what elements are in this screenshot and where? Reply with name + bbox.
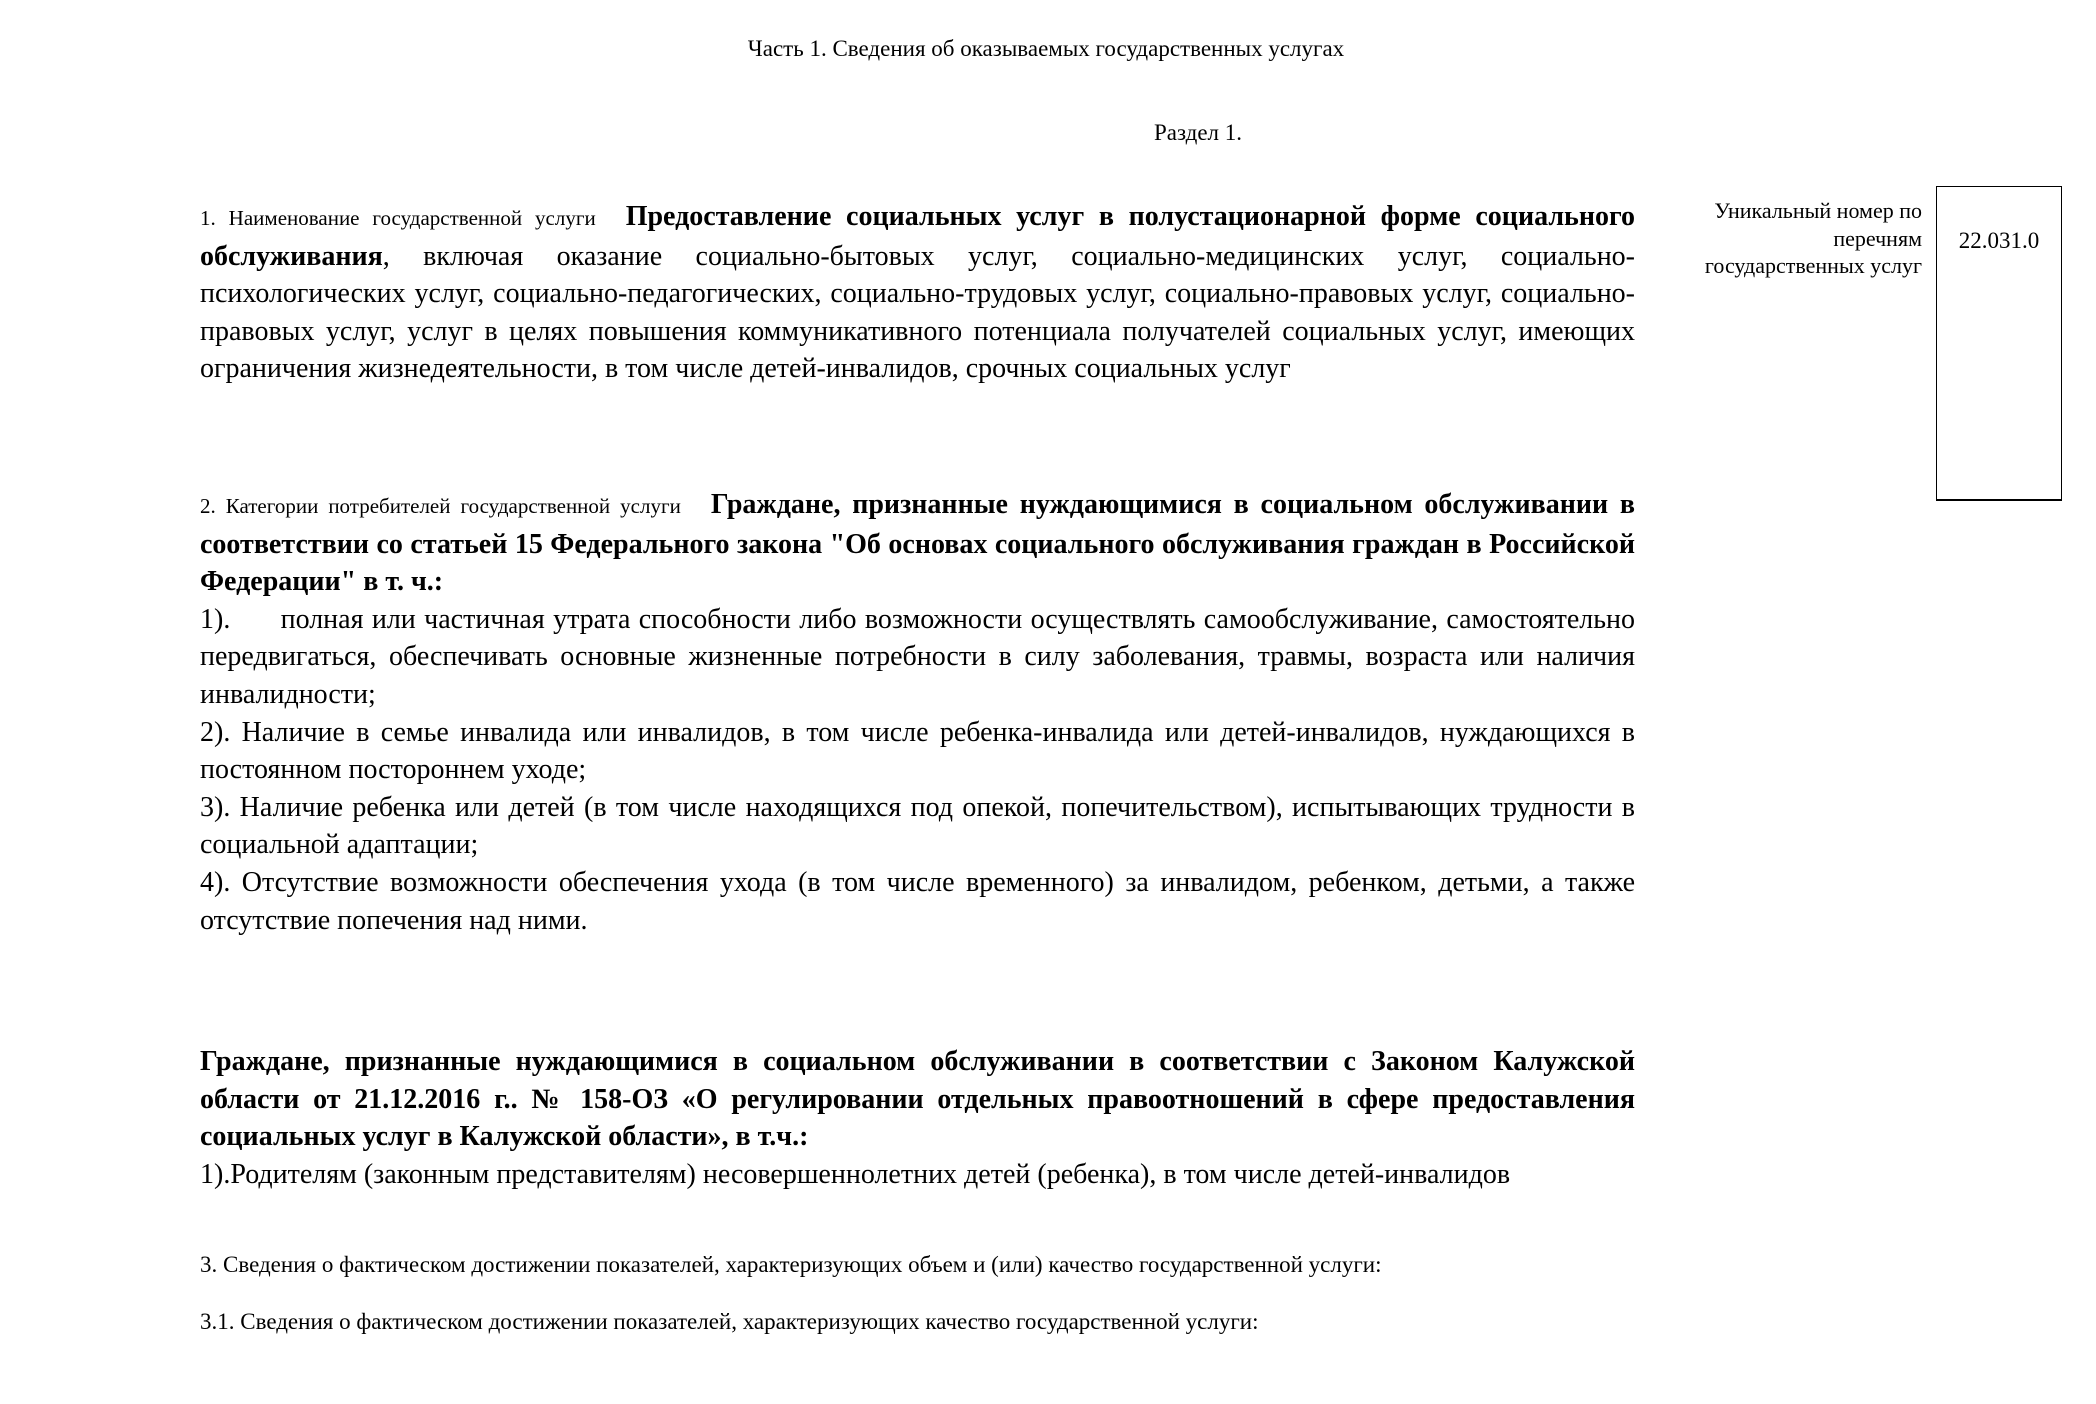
unique-number-box	[1936, 186, 2062, 501]
kaluga-category-item-1: 1).Родителям (законным представителям) несовершеннолетних детей (ребенка), в том числе детей-инвалидов	[200, 1158, 1511, 1190]
part-title-text: Часть 1. Сведения об оказываемых государственных услугах	[747, 36, 1345, 61]
section-title	[0, 120, 2096, 146]
kaluga-categories-heading: Граждане, признанные нуждающимися в социальном обслуживании в соответствии с Законом Калужской области от 21.12.2016 г.. № 158-ОЗ «О регулировании отдельных правоотношений в сфере предоставления социальных услуг в Калужской области», в т.ч.:	[200, 1046, 1635, 1153]
category-item-3: 3). Наличие ребенка или детей (в том числе находящихся под опекой, попечительством), испытывающих трудности в социальной адаптации;	[200, 791, 1635, 861]
section-title-text: Раздел 1.	[1153, 120, 1243, 145]
category-item-4: 4). Отсутствие возможности обеспечения ухода (в том числе временного) за инвалидом, ребенком, детьми, а также отсутствие попечения над ними.	[200, 866, 1635, 936]
service-name-paragraph	[200, 198, 1635, 388]
unique-number-label: Уникальный номер по перечням государственных услуг	[1704, 198, 1922, 278]
category-item-2: 2). Наличие в семье инвалида или инвалидов, в том числе ребенка-инвалида или детей-инвалидов, нуждающихся в постоянном постороннем уходе;	[200, 716, 1635, 786]
service-name-label: 1. Наименование государственной услуги	[200, 206, 596, 230]
kaluga-categories-paragraph	[200, 1043, 1635, 1193]
unique-number-value: 22.031.0	[1958, 228, 2040, 253]
consumer-categories-heading: Граждане, признанные нуждающимися в социальном обслуживании в соответствии со статьей 15 Федерального закона "Об основах социального обслуживания граждан в Российской Федерации" в т. ч.:	[200, 489, 1635, 598]
service-name-bold: Предоставление социальных услуг в полустационарной форме социального обслуживания	[200, 201, 1635, 272]
consumer-categories-paragraph	[200, 486, 1642, 939]
quality-indicators-heading: 3.1. Сведения о фактическом достижении показателей, характеризующих качество государственной услуги:	[200, 1309, 1259, 1334]
category-item-1: 1). полная или частичная утрата способности либо возможности осуществлять самообслуживание, самостоятельно передвигаться, обеспечивать основные жизненные потребности в силу заболевания, травмы, возраста или наличия инвалидности;	[200, 603, 1642, 710]
consumer-categories-label: 2. Категории потребителей государственной услуги	[200, 494, 681, 518]
part-title	[0, 36, 2096, 62]
indicators-heading: 3. Сведения о фактическом достижении показателей, характеризующих объем и (или) качество государственной услуги:	[200, 1252, 1382, 1277]
service-name-rest: , включая оказание социально-бытовых услуг, социально-медицинских услуг, социально-психологических услуг, социально-педагогических, социально-трудовых услуг, социально-правовых услуг, социально-правовых услуг, услуг в целях повышения коммуникативного потенциала получателей социальных услуг, имеющих ограничения жизнедеятельности, в том числе детей-инвалидов, срочных социальных услуг	[200, 240, 1635, 385]
